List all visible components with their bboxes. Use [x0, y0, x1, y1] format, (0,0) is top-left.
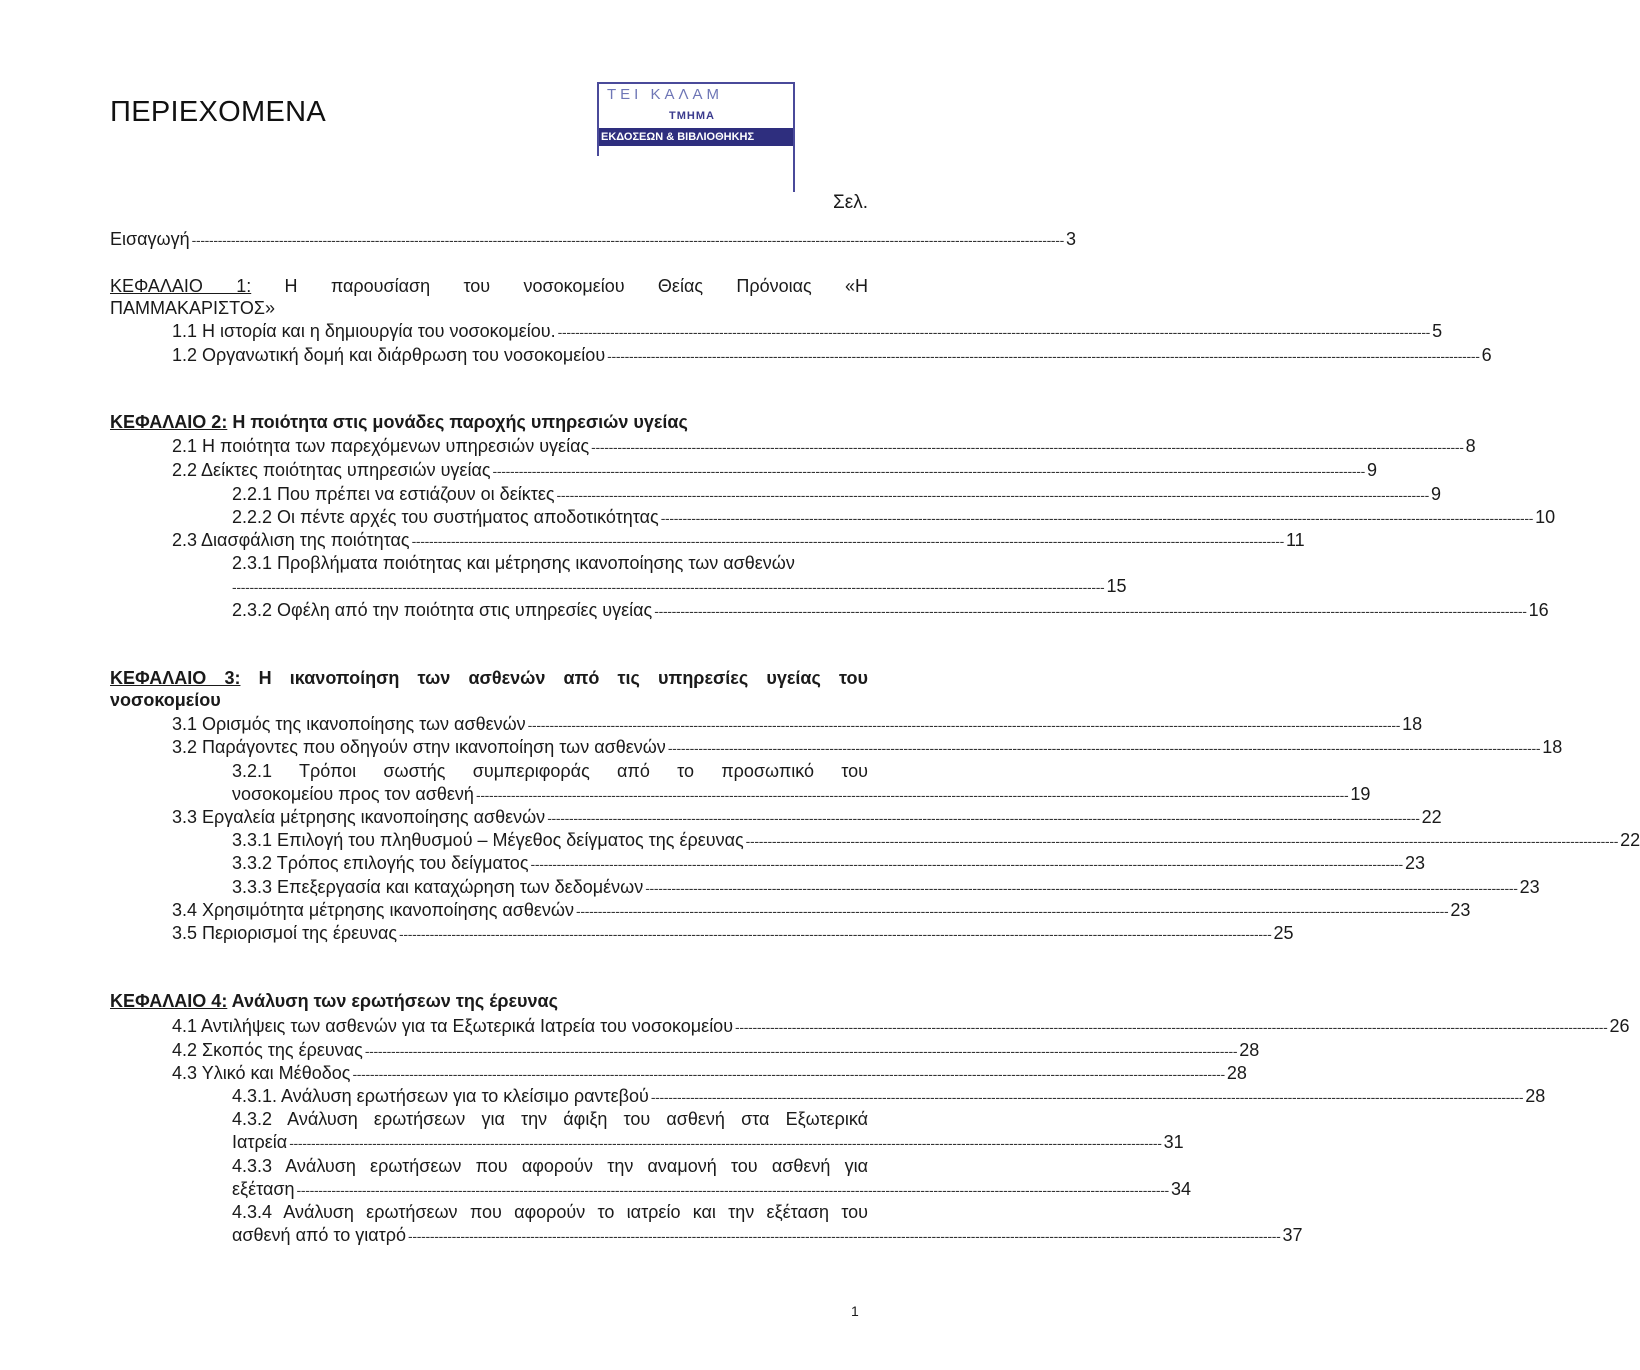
- leader-dashes: --------------------------------------------------------------------------------------------------------------------------------------------------------------------------------------------------------: [660, 510, 1534, 526]
- page-number: 23: [1404, 853, 1425, 873]
- page-number: 28: [1239, 1040, 1260, 1060]
- leader-dashes: --------------------------------------------------------------------------------------------------------------------------------------------------------------------------------------------------------: [296, 1182, 1169, 1198]
- leader-dashes: --------------------------------------------------------------------------------------------------------------------------------------------------------------------------------------------------------: [530, 856, 1403, 872]
- toc-entry-text[interactable]: 4.3.3 Ανάλυση ερωτήσεων που αφορούν την αναμονή του ασθενή για: [232, 1156, 868, 1176]
- page-number: 3: [1066, 229, 1077, 249]
- page-number: 18: [1402, 714, 1423, 734]
- page-number: 22: [1421, 807, 1442, 827]
- toc-entry[interactable]: 3.1 Ορισμός της ικανοποίησης των ασθενών -------------------------------------------------------------------------------------------------------------------------------------------------------------------------------------------------------- 18: [172, 714, 1423, 734]
- leader-dashes: --------------------------------------------------------------------------------------------------------------------------------------------------------------------------------------------------------: [591, 439, 1464, 455]
- chapter-1-heading: [110, 275, 868, 297]
- chapter-1-title-line-2: ΠΑΜΜΑΚΑΡΙΣΤΟΣ»: [110, 298, 275, 318]
- toc-entry[interactable]: 3.4 Χρησιμότητα μέτρησης ικανοποίησης ασθενών -------------------------------------------------------------------------------------------------------------------------------------------------------------------------------------------------------- 23: [172, 900, 1471, 920]
- toc-entry[interactable]: 1.2 Οργανωτική δομή και διάρθρωση του νοσοκομείου -------------------------------------------------------------------------------------------------------------------------------------------------------------------------------------------------------- 6: [172, 345, 1492, 365]
- leader-dashes: --------------------------------------------------------------------------------------------------------------------------------------------------------------------------------------------------------: [408, 1228, 1281, 1244]
- page-number: 9: [1430, 484, 1441, 504]
- chapter-4-prefix: ΚΕΦΑΛΑΙΟ 4:: [110, 991, 228, 1011]
- chapter-1-prefix: ΚΕΦΑΛΑΙΟ 1:: [110, 276, 252, 296]
- chapter-3-heading: [110, 667, 868, 689]
- page-number: 18: [1542, 737, 1563, 757]
- chapter-3-title-line-2: νοσοκομείου: [110, 690, 221, 710]
- leader-dashes: --------------------------------------------------------------------------------------------------------------------------------------------------------------------------------------------------------: [232, 579, 1105, 595]
- chapter-2-heading: [110, 411, 688, 433]
- leader-dashes: --------------------------------------------------------------------------------------------------------------------------------------------------------------------------------------------------------: [650, 1089, 1524, 1105]
- leader-dashes: --------------------------------------------------------------------------------------------------------------------------------------------------------------------------------------------------------: [654, 603, 1527, 619]
- toc-entry-continued[interactable]: [232, 575, 1127, 598]
- toc-entry[interactable]: 4.3 Υλικό και Μέθοδος -------------------------------------------------------------------------------------------------------------------------------------------------------------------------------------------------------- 28: [172, 1063, 1247, 1083]
- toc-entry[interactable]: 2.3.2 Οφέλη από την ποιότητα στις υπηρεσίες υγείας -------------------------------------------------------------------------------------------------------------------------------------------------------------------------------------------------------- 16: [232, 600, 1549, 620]
- chapter-3-prefix: ΚΕΦΑΛΑΙΟ 3:: [110, 668, 241, 688]
- toc-entry-intro[interactable]: Εισαγωγή -------------------------------------------------------------------------------------------------------------------------------------------------------------------------------------------------------- 3: [110, 229, 1077, 249]
- leader-dashes: --------------------------------------------------------------------------------------------------------------------------------------------------------------------------------------------------------: [557, 324, 1431, 340]
- toc-entry-text[interactable]: 4.3.4 Ανάλυση ερωτήσεων που αφορούν το ιατρείο και την εξέταση του: [232, 1202, 868, 1222]
- toc-entry-continued[interactable]: νοσοκομείου προς τον ασθενή -------------------------------------------------------------------------------------------------------------------------------------------------------------------------------------------------------- 19: [232, 784, 1371, 804]
- page-number: 23: [1450, 900, 1471, 920]
- leader-dashes: --------------------------------------------------------------------------------------------------------------------------------------------------------------------------------------------------------: [411, 533, 1284, 549]
- toc-entry[interactable]: 4.1 Αντιλήψεις των ασθενών για τα Εξωτερικά Ιατρεία του νοσοκομείου -------------------------------------------------------------------------------------------------------------------------------------------------------------------------------------------------------- 26: [172, 1016, 1630, 1036]
- toc-entry-continued[interactable]: Ιατρεία -------------------------------------------------------------------------------------------------------------------------------------------------------------------------------------------------------- 31: [232, 1132, 1184, 1152]
- toc-entry[interactable]: 3.3.1 Επιλογή του πληθυσμού – Μέγεθος δείγματος της έρευνας -------------------------------------------------------------------------------------------------------------------------------------------------------------------------------------------------------- 22: [232, 830, 1640, 850]
- page-number: 19: [1350, 784, 1371, 804]
- leader-dashes: --------------------------------------------------------------------------------------------------------------------------------------------------------------------------------------------------------: [745, 833, 1619, 849]
- leader-dashes: --------------------------------------------------------------------------------------------------------------------------------------------------------------------------------------------------------: [735, 1019, 1608, 1035]
- leader-dashes: --------------------------------------------------------------------------------------------------------------------------------------------------------------------------------------------------------: [607, 348, 1480, 364]
- toc-entry[interactable]: 2.3 Διασφάλιση της ποιότητας -------------------------------------------------------------------------------------------------------------------------------------------------------------------------------------------------------- 11: [172, 530, 1305, 550]
- toc-entry-text[interactable]: 2.3.1 Προβλήματα ποιότητας και μέτρησης ικανοποίησης των ασθενών: [232, 553, 795, 573]
- library-stamp: [597, 82, 795, 156]
- stamp-border: [793, 144, 795, 192]
- page-number: 28: [1525, 1086, 1546, 1106]
- toc-entry-continued[interactable]: ασθενή από το γιατρό -------------------------------------------------------------------------------------------------------------------------------------------------------------------------------------------------------- 37: [232, 1225, 1303, 1245]
- leader-dashes: --------------------------------------------------------------------------------------------------------------------------------------------------------------------------------------------------------: [645, 880, 1518, 896]
- chapter-1-title-line-1: Η παρουσίαση του νοσοκομείου Θείας Πρόνοιας «Η: [284, 276, 868, 296]
- leader-dashes: --------------------------------------------------------------------------------------------------------------------------------------------------------------------------------------------------------: [527, 717, 1401, 733]
- toc-entry[interactable]: 3.3 Εργαλεία μέτρησης ικανοποίησης ασθενών -------------------------------------------------------------------------------------------------------------------------------------------------------------------------------------------------------- 22: [172, 807, 1442, 827]
- page-number: 8: [1465, 436, 1476, 456]
- chapter-4-title: Ανάλυση των ερωτήσεων της έρευνας: [231, 991, 558, 1011]
- page-number: 10: [1535, 507, 1556, 527]
- page-number: 28: [1226, 1063, 1247, 1083]
- leader-dashes: --------------------------------------------------------------------------------------------------------------------------------------------------------------------------------------------------------: [475, 787, 1349, 803]
- page-number: 16: [1528, 600, 1549, 620]
- page-number: 6: [1481, 345, 1492, 365]
- chapter-3-title-line-1: Η ικανοποίηση των ασθενών από τις υπηρεσίες υγείας του: [258, 668, 868, 688]
- page-number: 23: [1519, 877, 1540, 897]
- stamp-line-3: ΕΚΔΟΣΕΩΝ & ΒΙΒΛΙΟΘΗΚΗΣ: [599, 128, 793, 146]
- leader-dashes: --------------------------------------------------------------------------------------------------------------------------------------------------------------------------------------------------------: [352, 1066, 1225, 1082]
- leader-dashes: --------------------------------------------------------------------------------------------------------------------------------------------------------------------------------------------------------: [399, 926, 1272, 942]
- leader-dashes: --------------------------------------------------------------------------------------------------------------------------------------------------------------------------------------------------------: [556, 487, 1429, 503]
- toc-entry[interactable]: 2.2.1 Που πρέπει να εστιάζουν οι δείκτες -------------------------------------------------------------------------------------------------------------------------------------------------------------------------------------------------------- 9: [232, 484, 1441, 504]
- page-footer-number: 1: [851, 1303, 859, 1319]
- toc-entry-text[interactable]: 4.3.2 Ανάλυση ερωτήσεων για την άφιξη του ασθενή στα Εξωτερικά: [232, 1109, 868, 1129]
- leader-dashes: --------------------------------------------------------------------------------------------------------------------------------------------------------------------------------------------------------: [667, 740, 1541, 756]
- leader-dashes: --------------------------------------------------------------------------------------------------------------------------------------------------------------------------------------------------------: [289, 1135, 1162, 1151]
- page-number: 11: [1286, 530, 1305, 550]
- leader-dashes: --------------------------------------------------------------------------------------------------------------------------------------------------------------------------------------------------------: [191, 232, 1065, 248]
- toc-entry[interactable]: 4.3.1. Ανάλυση ερωτήσεων για το κλείσιμο ραντεβού -------------------------------------------------------------------------------------------------------------------------------------------------------------------------------------------------------- 28: [232, 1086, 1546, 1106]
- stamp-line-1: ΤΕΙ ΚΑΛΑΜ: [607, 86, 724, 103]
- toc-entry[interactable]: 2.2 Δείκτες ποιότητας υπηρεσιών υγείας -------------------------------------------------------------------------------------------------------------------------------------------------------------------------------------------------------- 9: [172, 460, 1377, 480]
- page-number: 15: [1106, 576, 1127, 596]
- toc-entry[interactable]: 2.2.2 Οι πέντε αρχές του συστήματος αποδοτικότητας -------------------------------------------------------------------------------------------------------------------------------------------------------------------------------------------------------- 10: [232, 507, 1556, 527]
- page-number: 31: [1163, 1132, 1184, 1152]
- toc-entry[interactable]: 1.1 Η ιστορία και η δημιουργία του νοσοκομείου. -------------------------------------------------------------------------------------------------------------------------------------------------------------------------------------------------------- 5: [172, 321, 1443, 341]
- page-number: 34: [1170, 1179, 1191, 1199]
- leader-dashes: --------------------------------------------------------------------------------------------------------------------------------------------------------------------------------------------------------: [547, 810, 1420, 826]
- leader-dashes: --------------------------------------------------------------------------------------------------------------------------------------------------------------------------------------------------------: [575, 903, 1449, 919]
- page-number: 25: [1273, 923, 1294, 943]
- toc-entry[interactable]: 3.3.3 Επεξεργασία και καταχώρηση των δεδομένων -------------------------------------------------------------------------------------------------------------------------------------------------------------------------------------------------------- 23: [232, 877, 1540, 897]
- stamp-line-2: ΤΜΗΜΑ: [669, 110, 715, 122]
- chapter-2-title: Η ποιότητα στις μονάδες παροχής υπηρεσιών υγείας: [232, 412, 688, 432]
- leader-dashes: --------------------------------------------------------------------------------------------------------------------------------------------------------------------------------------------------------: [492, 463, 1365, 479]
- page-number: 26: [1609, 1016, 1630, 1036]
- page-column-header: Σελ.: [833, 192, 868, 213]
- toc-entry[interactable]: 3.3.2 Τρόπος επιλογής του δείγματος -------------------------------------------------------------------------------------------------------------------------------------------------------------------------------------------------------- 23: [232, 853, 1425, 873]
- toc-entry[interactable]: 3.2 Παράγοντες που οδηγούν στην ικανοποίηση των ασθενών -------------------------------------------------------------------------------------------------------------------------------------------------------------------------------------------------------- 18: [172, 737, 1563, 757]
- chapter-2-prefix: ΚΕΦΑΛΑΙΟ 2:: [110, 412, 228, 432]
- toc-entry[interactable]: 4.2 Σκοπός της έρευνας -------------------------------------------------------------------------------------------------------------------------------------------------------------------------------------------------------- 28: [172, 1040, 1260, 1060]
- page-number: 9: [1366, 460, 1377, 480]
- toc-entry-text[interactable]: 3.2.1 Τρόποι σωστής συμπεριφοράς από το προσωπικό του: [232, 761, 868, 781]
- page-number: 22: [1620, 830, 1640, 850]
- page-number: 37: [1282, 1225, 1303, 1245]
- toc-entry[interactable]: 2.1 Η ποιότητα των παρεχόμενων υπηρεσιών υγείας -------------------------------------------------------------------------------------------------------------------------------------------------------------------------------------------------------- 8: [172, 436, 1476, 456]
- toc-entry-continued[interactable]: εξέταση -------------------------------------------------------------------------------------------------------------------------------------------------------------------------------------------------------- 34: [232, 1179, 1191, 1199]
- chapter-4-heading: [110, 990, 558, 1012]
- leader-dashes: --------------------------------------------------------------------------------------------------------------------------------------------------------------------------------------------------------: [364, 1043, 1238, 1059]
- toc-entry[interactable]: 3.5 Περιορισμοί της έρευνας -------------------------------------------------------------------------------------------------------------------------------------------------------------------------------------------------------- 25: [172, 923, 1294, 943]
- page-title: ΠΕΡΙΕΧΟΜΕΝΑ: [110, 96, 327, 128]
- page-number: 5: [1432, 321, 1443, 341]
